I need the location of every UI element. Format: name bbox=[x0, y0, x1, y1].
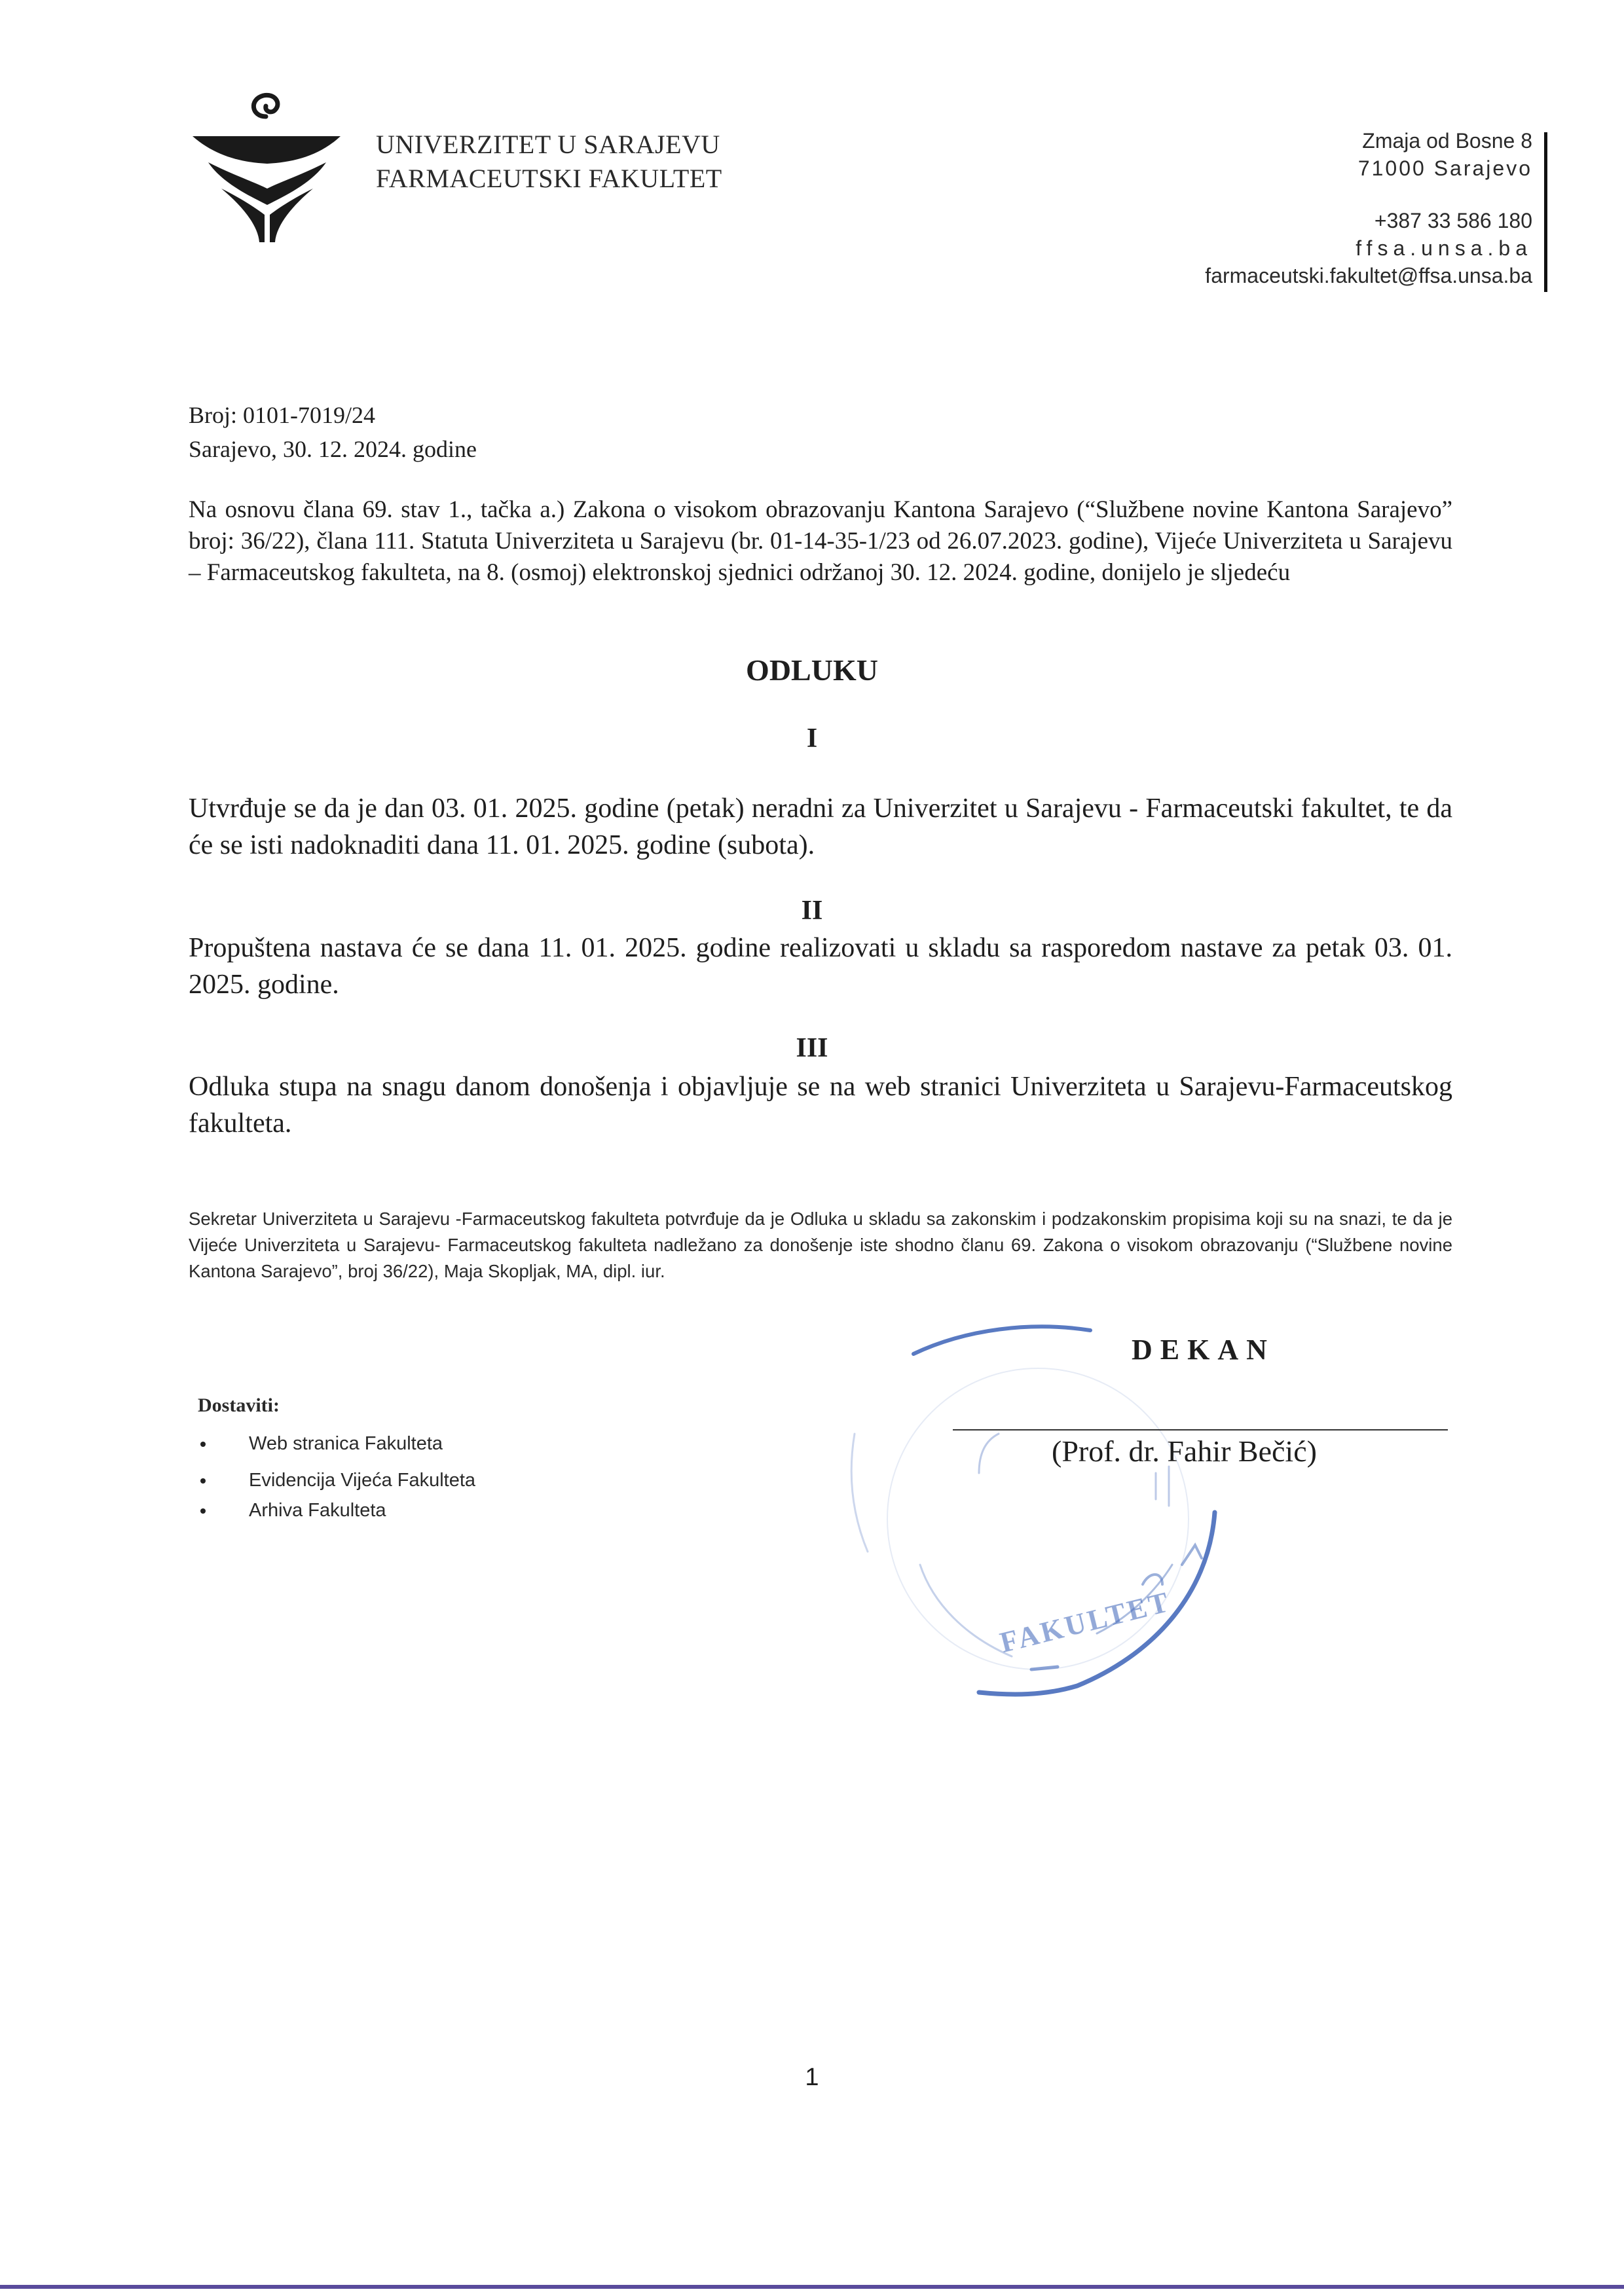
document-number: Broj: 0101-7019/24 bbox=[189, 402, 375, 428]
contact-block bbox=[1205, 127, 1532, 289]
page-number: 1 bbox=[805, 2064, 819, 2091]
section-text-3: Odluka stupa na snagu danom donošenja i objavljuje se na web stranici Univerziteta u Sarajevu-Farmaceutskog fakulteta. bbox=[189, 1072, 1452, 1139]
bottom-rule bbox=[0, 2285, 1624, 2289]
section-text-1: Utvrđuje se da je dan 03. 01. 2025. godine (petak) neradni za Univerzitet u Sarajevu - Farmaceutski fakultet, te da će se isti nadoknaditi dana 11. 01. 2025. godine (subota). bbox=[189, 793, 1452, 860]
section-numeral-2: II bbox=[801, 896, 823, 926]
signer-title: DEKAN bbox=[1132, 1334, 1275, 1366]
document-date: Sarajevo, 30. 12. 2024. godine bbox=[189, 436, 477, 462]
reference-block bbox=[189, 398, 477, 466]
secretary-note: Sekretar Univerziteta u Sarajevu -Farmaceutskog fakulteta potvrđuje da je Odluka u skladu sa zakonskim i podzakonskim propisima koji su na snazi, te da je Vijeće Univerziteta u Sarajevu- Farmaceutskog fakulteta nadležano za donošenje iste shodno članu 69. Zakona o visokom obrazovanju (“Službene novine Kantona Sarajevo”, broj 36/22), Maja Skopljak, MA, dipl. iur. bbox=[189, 1209, 1452, 1281]
email: farmaceutski.fakultet@ffsa.unsa.ba bbox=[1205, 264, 1532, 287]
address-line1: Zmaja od Bosne 8 bbox=[1362, 129, 1532, 153]
phone: +387 33 586 180 bbox=[1374, 209, 1532, 232]
section-numeral-1: I bbox=[806, 723, 818, 754]
list-item: Evidencija Vijeća Fakulteta bbox=[196, 1467, 475, 1497]
distribution-title: Dostaviti: bbox=[198, 1394, 280, 1416]
address-line2: 71000 Sarajevo bbox=[1357, 156, 1532, 180]
section-text-2: Propuštena nastava će se dana 11. 01. 2025. godine realizovati u skladu sa rasporedom nastave za petak 03. 01. 2025. godine. bbox=[189, 933, 1452, 1000]
faculty-name: FARMACEUTSKI FAKULTET bbox=[376, 164, 722, 193]
decision-title: ODLUKU bbox=[746, 653, 878, 687]
institution-name bbox=[376, 128, 722, 196]
university-name: UNIVERZITET U SARAJEVU bbox=[376, 130, 720, 159]
contact-divider bbox=[1544, 132, 1547, 292]
list-item: Web stranica Fakulteta bbox=[196, 1430, 475, 1461]
signer-name: (Prof. dr. Fahir Bečić) bbox=[1052, 1434, 1317, 1468]
preamble: Na osnovu člana 69. stav 1., tačka a.) Zakona o visokom obrazovanju Kantona Sarajevo (“Službene novine Kantona Sarajevo” broj: 36/22), člana 111. Statuta Univerziteta u Sarajevu (br. 01-14-35-1/23 od 26.07.2023. godine), Vijeće Univerziteta u Sarajevu – Farmaceutskog fakulteta, na 8. (osmoj) elektronskoj sjednici održanoj 30. 12. 2024. godine, donijelo je sljedeću bbox=[189, 496, 1452, 586]
list-item: Arhiva Fakulteta bbox=[196, 1497, 475, 1527]
pharmacy-bowl-serpent-icon bbox=[193, 95, 341, 242]
faculty-logo bbox=[189, 90, 346, 247]
website: ffsa.unsa.ba bbox=[1356, 236, 1532, 260]
stamp-text: FAKULTET bbox=[997, 1585, 1174, 1659]
signature-line bbox=[953, 1429, 1448, 1430]
section-numeral-3: III bbox=[796, 1033, 828, 1063]
distribution-list bbox=[196, 1430, 475, 1527]
